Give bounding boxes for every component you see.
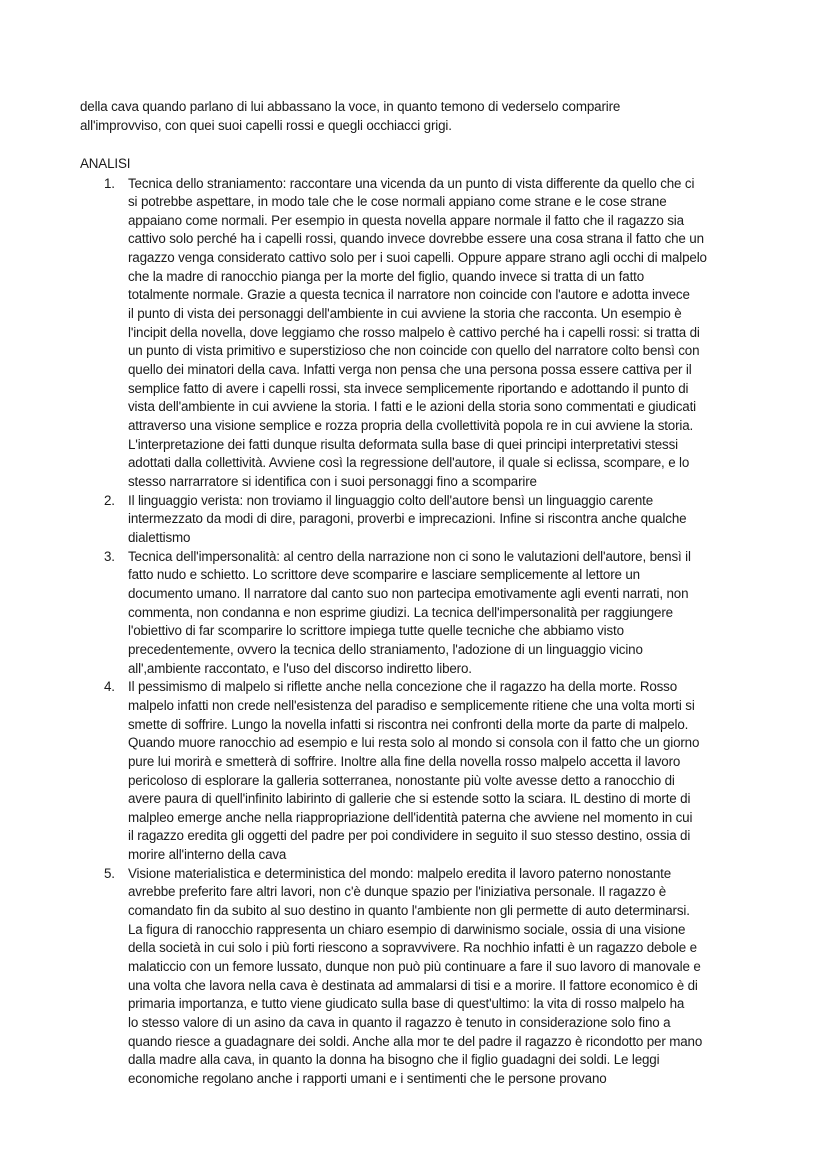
text-line: l'incipit della novella, dove leggiamo che rosso malpelo è cattivo perché ha i capelli rossi: si tratta di: [128, 324, 700, 340]
text-line: Il pessimismo di malpelo si riflette anche nella concezione che il ragazzo ha della morte. Rosso: [128, 679, 678, 695]
text-line: dalla madre alla cava, in quanto la donna ha bisogno che il figlio guadagni dei soldi. Le leggi: [128, 1052, 660, 1068]
text-line: cattivo solo perché ha i capelli rossi, quando invece dovrebbe essere una cosa strana il fatto che un: [128, 231, 704, 247]
list-number: 2.: [104, 492, 115, 508]
text-line: all'improvviso, con quei suoi capelli rossi e quegli occhiacci grigi.: [80, 117, 452, 133]
list-item: [80, 548, 707, 679]
text-line: quando riesce a guadagnare dei soldi. Anche alla mor te del padre il ragazzo è ricondotto per mano: [128, 1033, 703, 1049]
text-line: che la madre di ranocchio pianga per la morte del figlio, quando invece si tratta di un fatto: [128, 268, 645, 284]
text-line: si potrebbe aspettare, in modo tale che le cose normali appiano come strane e le cose strane: [128, 194, 667, 210]
list-number: 1.: [104, 175, 115, 191]
text-line: morire all'interno della cava: [128, 847, 287, 863]
list-number: 4.: [104, 679, 115, 695]
text-line: vista dell'ambiente in cui avviene la storia. I fatti e le azioni della storia sono commentati e giudicati: [128, 399, 696, 415]
text-line: fatto nudo e schietto. Lo scrittore deve scomparire e lasciare semplicemente al lettore un: [128, 567, 640, 583]
list-item: [80, 492, 707, 548]
text-line: malaticcio con un femore lussato, dunque non può più continuare a fare il suo lavoro di manovale e: [128, 959, 701, 975]
text-line: quello dei minatori della cava. Infatti verga non pensa che una persona possa essere cattiva per il: [128, 362, 692, 378]
text-line: lo stesso valore di un asino da cava in quanto il ragazzo è tenuto in considerazione solo fino a: [128, 1015, 671, 1031]
text-line: della cava quando parlano di lui abbassano la voce, in quanto temono di vederselo comparire: [80, 99, 621, 114]
text-line: Visione materialistica e deterministica del mondo: malpelo eredita il lavoro paterno nonostante: [128, 865, 672, 881]
text-line: totalmente normale. Grazie a questa tecnica il narratore non coincide con l'autore e adotta invece: [128, 287, 690, 303]
text-line: stesso narrarratore si identifica con i suoi personaggi fino a scomparire: [128, 474, 537, 489]
text-line: precedentemente, ovvero la tecnica dello straniamento, l'adozione di un linguaggio vicino: [128, 641, 643, 657]
text-line: commenta, non condanna e non esprime giudizi. La tecnica dell'impersonalità per raggiungere: [128, 604, 673, 620]
text-line: La figura di ranocchio rappresenta un chiaro esempio di darwinismo sociale, ossia di una visione: [128, 921, 686, 937]
analysis-list: [80, 175, 707, 1089]
text-line: il punto di vista dei personaggi dell'ambiente in cui avviene la storia che racconta. Un esempio è: [128, 306, 682, 322]
text-line: pericoloso di esplorare la galleria sotterranea, nonostante più volte avesse detto a ranocchio di: [128, 772, 675, 788]
text-line: ragazzo venga considerato cattivo solo per i suoi capelli. Oppure appare strano agli occhi di malpelo: [128, 250, 707, 266]
text-line: avere paura di quell'infinito labirinto di gallerie che si estende sotto la sciara. IL destino di morte di: [128, 791, 691, 807]
text-line: avrebbe preferito fare altri lavori, non c'è dunque spazio per l'iniziativa personale. Il ragazzo è: [128, 884, 667, 900]
text-line: Il linguaggio verista: non troviamo il linguaggio colto dell'autore bensì un linguaggio carente: [128, 492, 654, 508]
text-line: pure lui morirà e smetterà di soffrire. Inoltre alla fine della novella rosso malpelo accetta il lavoro: [128, 753, 681, 769]
text-line: comandato fin da subito al suo destino in quanto l'ambiente non gli permette di auto determinarsi.: [128, 903, 690, 919]
text-line: primaria importanza, e tutto viene giudicato sulla base di quest'ultimo: la vita di rosso malpelo ha: [128, 996, 685, 1012]
text-line: semplice fatto di avere i capelli rossi, sta invece semplicemente riportando e adottando il punto di: [128, 380, 689, 396]
text-line: smette di soffrire. Lungo la novella infatti si riscontra nei confronti della morte da parte di malpelo.: [128, 716, 689, 732]
text-line: malpelo infatti non crede nell'esistenza del paradiso e semplicemente ritiene che una volta morti si: [128, 697, 695, 713]
list-item: [80, 678, 707, 865]
list-number: 3.: [104, 548, 115, 564]
intro-paragraph: [80, 98, 620, 135]
list-item: [80, 865, 707, 1089]
text-line: all',ambiente raccontato, e l'uso del discorso indiretto libero.: [128, 660, 472, 676]
text-line: documento umano. Il narratore dal canto suo non partecipa emotivamente agli eventi narrati, non: [128, 585, 689, 601]
text-line: Tecnica dell'impersonalità: al centro della narrazione non ci sono le valutazioni dell'autore, bensì il: [128, 548, 691, 564]
text-line: adottati dalla collettività. Avviene così la regressione dell'autore, il quale si eclissa, scompare, e lo: [128, 455, 690, 471]
text-line: un punto di vista primitivo e superstizioso che non coincide con quello del narratore colto bensì con: [128, 343, 700, 359]
text-line: dialettismo: [128, 529, 191, 545]
text-line: malpleo emerge anche nella riappropriazione dell'identità paterna che avviene nel momento in cui: [128, 809, 693, 825]
list-item: [80, 175, 707, 492]
text-line: Tecnica dello straniamento: raccontare una vicenda da un punto di vista differente da quello che ci: [128, 175, 695, 191]
text-line: economiche regolano anche i rapporti umani e i sentimenti che le persone provano: [128, 1071, 607, 1086]
text-line: una volta che lavora nella cava è destinata ad ammalarsi di tisi e a morire. Il fattore economico è di: [128, 977, 698, 993]
section-heading: ANALISI: [80, 156, 131, 171]
text-line: l'obiettivo di far scomparire lo scrittore impiega tutte quelle tecniche che abbiamo visto: [128, 623, 624, 639]
text-line: attraverso una visione semplice e rozza propria della cvollettività popola re in cui avviene la storia.: [128, 418, 694, 434]
list-number: 5.: [104, 865, 115, 881]
text-line: Quando muore ranocchio ad esempio e lui resta solo al mondo si consola con il fatto che un giorno: [128, 735, 700, 751]
text-line: L'interpretazione dei fatti dunque risulta deformata sulla base di quei principi interpretativi stessi: [128, 436, 678, 452]
text-line: appaiano come normali. Per esempio in questa novella appare normale il fatto che il ragazzo sia: [128, 212, 684, 228]
text-line: intermezzato da modi di dire, paragoni, proverbi e imprecazioni. Infine si riscontra anche qualche: [128, 511, 687, 527]
text-line: il ragazzo eredita gli oggetti del padre per poi condividere in seguito il suo stesso destino, ossia di: [128, 828, 691, 844]
text-line: della società in cui solo i più forti riescono a sopravvivere. Ra nochhio infatti è un ragazzo debole e: [128, 940, 697, 956]
